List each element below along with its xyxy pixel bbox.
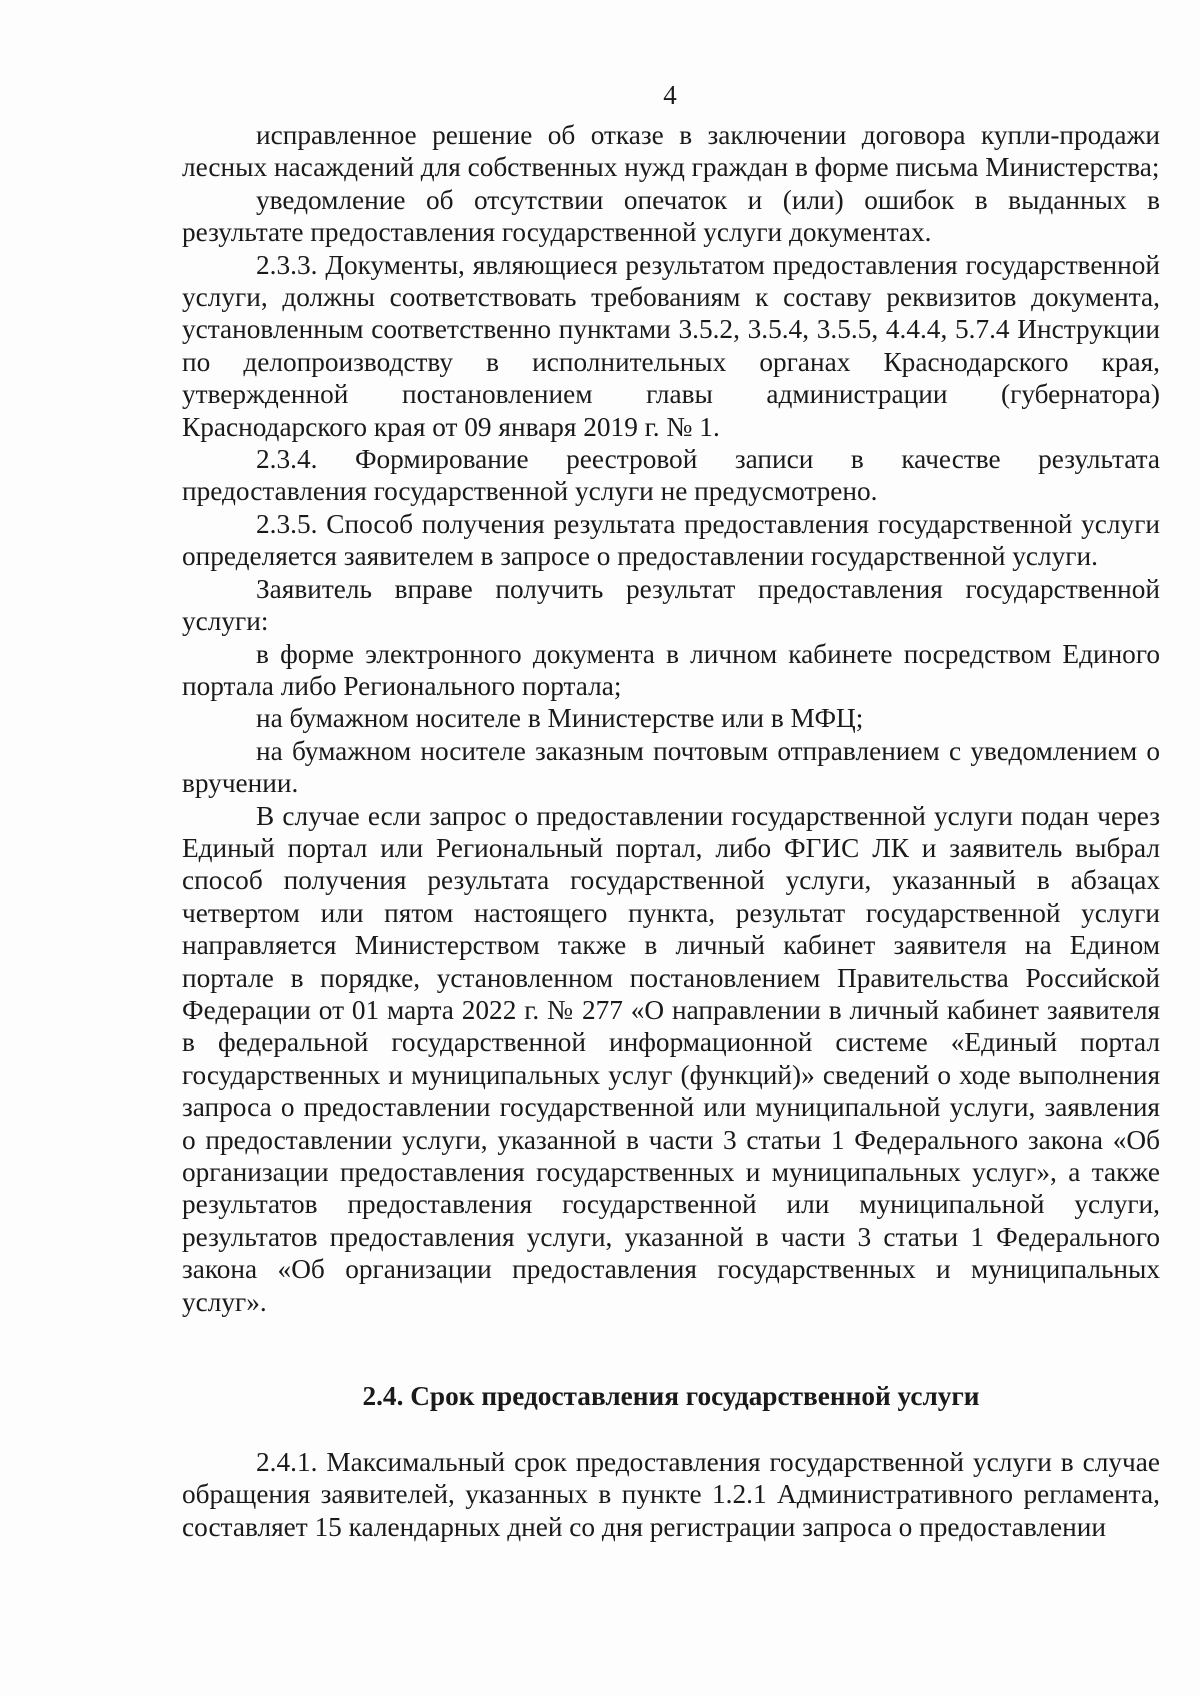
paragraph: на бумажном носителе в Министерстве или в МФЦ;: [256, 703, 864, 734]
document-body-continued: [182, 1446, 1160, 1543]
paragraph: в форме электронного документа в личном кабинете посредством Единого портала либо Регионального портала;: [182, 638, 1160, 701]
paragraph: уведомление об отсутствии опечаток и (или) ошибок в выданных в результате предоставления государственной услуги документах.: [182, 184, 1160, 248]
paragraph: 2.4.1. Максимальный срок предоставления государственной услуги в случае обращения заявителей, указанных в пункте 1.2.1 Административного регламента, составляет 15 календарных дней со дня регистрации запроса о предоставлении: [182, 1447, 1160, 1542]
section-heading: 2.4. Срок предоставления государственной услуги: [362, 1381, 980, 1411]
paragraph: на бумажном носителе заказным почтовым отправлением с уведомлением о вручении.: [182, 735, 1160, 799]
paragraph: 2.3.5. Способ получения результата предоставления государственной услуги определяется заявителем в запросе о предоставлении государственной услуги.: [182, 508, 1160, 572]
paragraph: В случае если запрос о предоставлении государственной услуги подан через Единый портал или Региональный портал, либо ФГИС ЛК и заявитель выбрал способ получения результата государственной услуги, указанный в абзацах четвертом или пятом настоящего пункта, результат государственной услуги направляется Министерством также в личный кабинет заявителя на Едином портале в порядке, установленном постановлением Правительства Российской Федерации от 01 марта 2022 г. № 277 «О направлении в личный кабинет заявителя в федеральной государственной информационной системе «Единый портал государственных и муниципальных услуг (функций)» сведений о ходе выполнения запроса о предоставлении государственной или муниципальной услуги, заявления о предоставлении услуги, указанной в части 3 статьи 1 Федерального закона «Об организации предоставления государственных и муниципальных услуг», а также результатов предоставления государственной или муниципальной услуги, результатов предоставления услуги, указанной в части 3 статьи 1 Федерального закона «Об организации предоставления государственных и муниципальных услуг».: [182, 800, 1160, 1317]
paragraph: 2.3.4. Формирование реестровой записи в качестве результата предоставления государственной услуги не предусмотрено.: [182, 444, 1160, 507]
paragraph: исправленное решение об отказе в заключении договора купли-продажи лесных насаждений для собственных нужд граждан в форме письма Министерства;: [182, 120, 1160, 183]
paragraph: 2.3.3. Документы, являющиеся результатом предоставления государственной услуги, должны соответствовать требованиям к составу реквизитов документа, установленным соответственно пунктами 3.5.2, 3.5.4, 3.5.5, 4.4.4, 5.7.4 Инструкции по делопроизводству в исполнительных органах Краснодарского края, утвержденной постановлением главы администрации (губернатора) Краснодарского края от 09 января 2019 г. № 1.: [182, 249, 1160, 442]
page-number: 4: [663, 80, 677, 110]
paragraph: Заявитель вправе получить результат предоставления государственной услуги:: [182, 573, 1160, 637]
document-body: [182, 119, 1160, 1318]
